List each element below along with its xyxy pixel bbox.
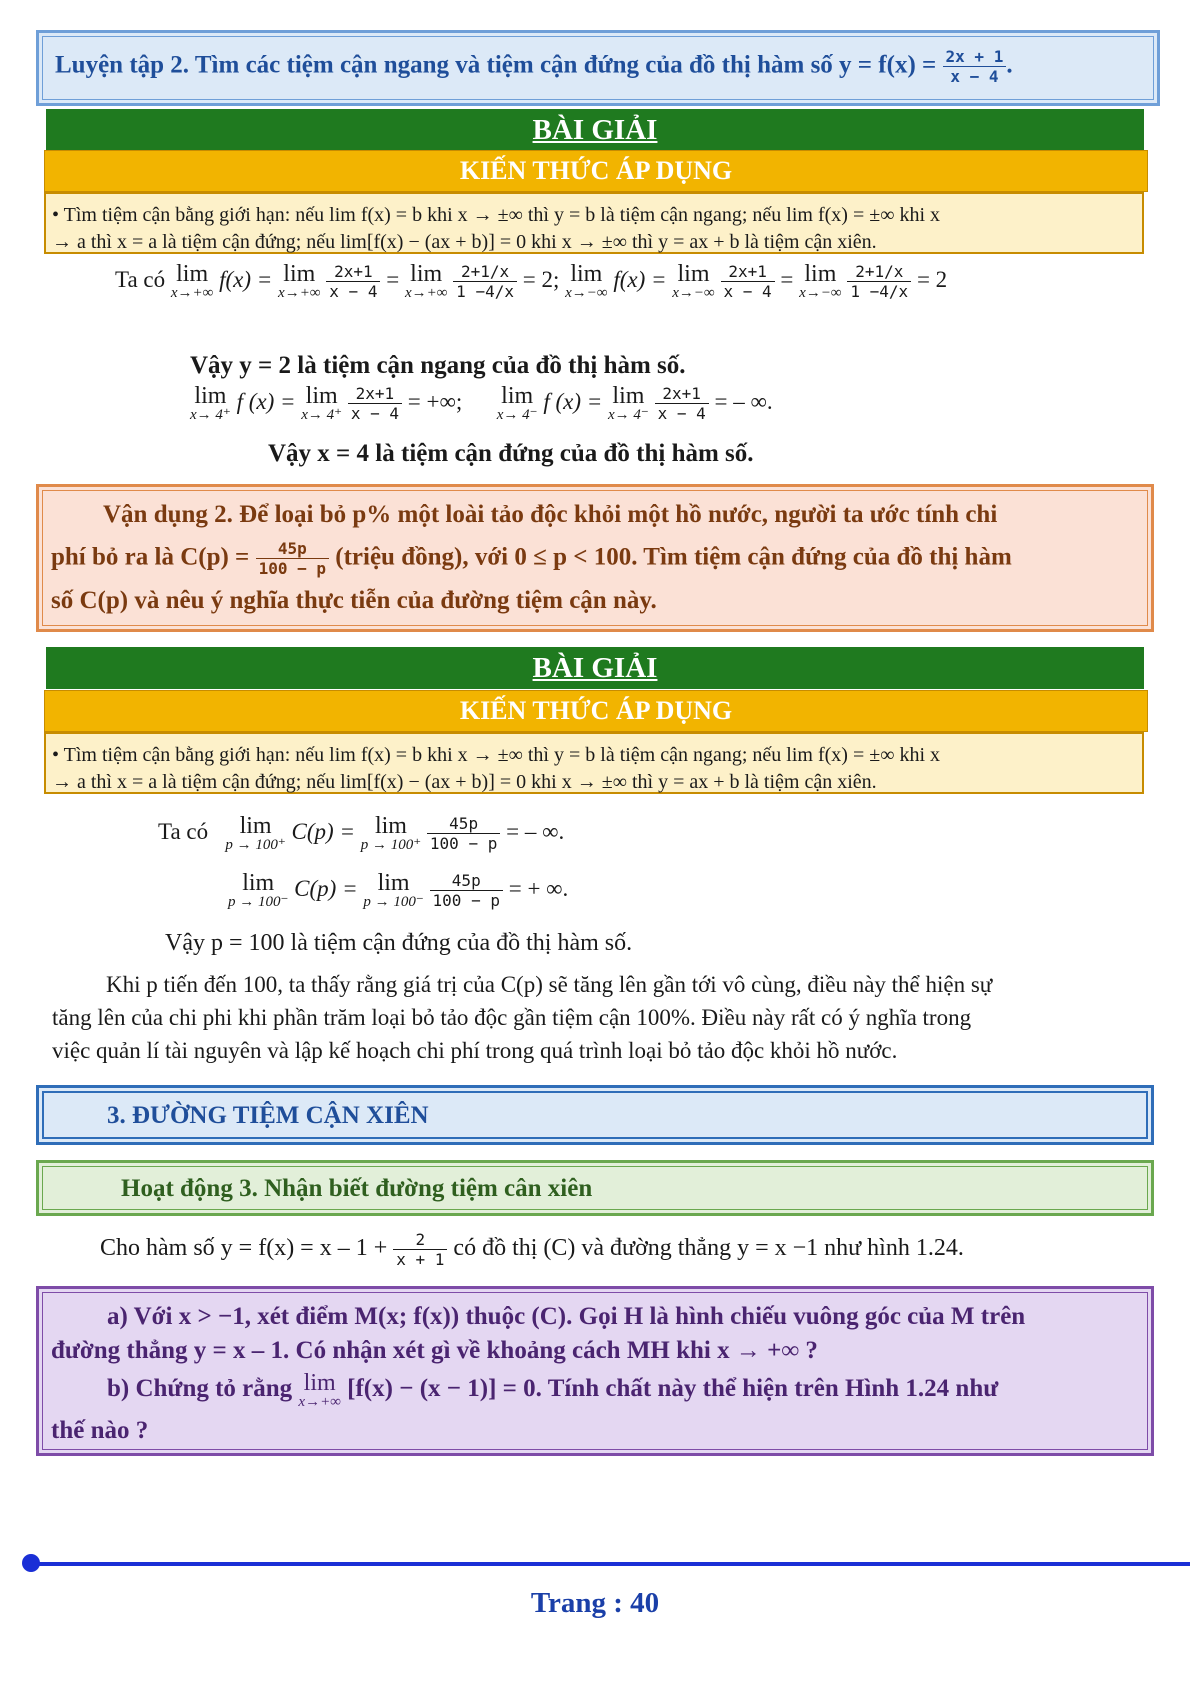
lim-operator: lim x→+∞ xyxy=(404,261,448,302)
meaning-paragraph xyxy=(52,968,1152,1067)
footer-line xyxy=(28,1562,1190,1566)
lim-operator: lim x→ 4⁻ xyxy=(496,383,538,424)
result: = +∞; xyxy=(407,388,463,414)
lim-operator: lim x→+∞ xyxy=(298,1370,341,1410)
cp-label: C(p) = xyxy=(291,818,355,844)
fraction: $\frac{2x+1}{x - 4}$ xyxy=(721,262,775,301)
knowledge-header: KIẾN THỨC ÁP DỤNG xyxy=(44,150,1148,192)
application-box xyxy=(36,484,1154,632)
fraction: $\frac{2x+1}{x - 4}$ xyxy=(655,384,709,423)
solution-header: BÀI GIẢI xyxy=(46,109,1144,151)
ta-co-label: Ta có xyxy=(158,818,209,844)
knowledge-header: KIẾN THỨC ÁP DỤNG xyxy=(44,690,1148,732)
ta-co-label: Ta có xyxy=(115,266,166,292)
cp-label: C(p) = xyxy=(294,875,358,901)
limit-line-vertical xyxy=(190,384,773,423)
question-b-line-1 xyxy=(107,1371,998,1410)
limit-line-cp-plus xyxy=(158,814,564,853)
fx-label: f(x) = xyxy=(613,266,667,292)
footer-dot xyxy=(22,1554,40,1572)
limit-line-infinity: Ta có lim x→+∞ f(x) = lim x→+∞ $\frac{2x+1}{x - 4}$ = lim x→+∞ $\frac{2+1/x}{1 -4/x}$ = 2; lim x→−∞ f(x) = lim x→−∞ $\frac{2x+1}{x - 4}$ = lim x→−∞ $\frac{2+1/x}{1 -4/x}$ = 2 xyxy=(115,261,948,302)
exercise-statement xyxy=(55,47,1013,86)
activity-intro xyxy=(100,1230,964,1269)
cost-fraction: $\frac{45p}{100 - p}$ xyxy=(256,539,329,578)
exercise-label: Luyện tập 2. xyxy=(55,51,190,79)
exercise-text: Tìm các tiệm cận ngang và tiệm cận đứng của đồ thị hàm số y = f(x) = xyxy=(194,51,937,79)
application-text: (triệu đồng), với 0 ≤ p < 100. Tìm tiệm cận đứng của đồ thị hàm xyxy=(335,543,1012,571)
intro-text: Cho hàm số y = f(x) = x – 1 + xyxy=(100,1235,388,1262)
fx-label: f (x) = xyxy=(543,388,603,414)
activity-3-title: Hoạt động 3. Nhận biết đường tiệm cân xiên xyxy=(121,1175,593,1202)
application-text: phí bỏ ra là C(p) = xyxy=(51,543,250,571)
result: = – ∞. xyxy=(506,818,565,844)
lim-operator: lim x→ 4⁺ xyxy=(190,383,231,424)
fraction: $\frac{2x+1}{x - 4}$ xyxy=(348,384,402,423)
section-3-box xyxy=(36,1085,1154,1145)
fx-label: f(x) = xyxy=(219,266,273,292)
question-a-line-2: đường thẳng y = x – 1. Có nhận xét gì về khoảng cách MH khi x → +∞ ? xyxy=(51,1337,818,1364)
result: = 2; xyxy=(522,266,560,292)
knowledge-line-1: • Tìm tiệm cận bằng giới hạn: nếu lim f(x) = b khi x → ±∞ thì y = b là tiệm cận ngang; nếu lim f(x) = ±∞ khi x xyxy=(52,744,941,766)
knowledge-box xyxy=(44,732,1144,794)
fraction: $\frac{2x+1}{x - 4}$ xyxy=(326,262,380,301)
lim-operator: lim p → 100⁺ xyxy=(225,813,286,854)
result: = – ∞. xyxy=(714,388,773,414)
intro-text: có đồ thị (C) và đường thẳng y = x −1 như hình 1.24. xyxy=(453,1235,964,1262)
application-line-2 xyxy=(51,539,1012,578)
page-number: Trang : 40 xyxy=(530,1587,660,1619)
limit-line-cp-minus xyxy=(228,871,568,910)
fraction: $\frac{45p}{100 - p}$ xyxy=(430,871,503,910)
conclusion-p100: Vậy p = 100 là tiệm cận đứng của đồ thị hàm số. xyxy=(165,930,633,956)
lim-operator: lim x→−∞ xyxy=(799,261,842,302)
lim-operator: lim p → 100⁻ xyxy=(363,870,424,911)
knowledge-line-2: → a thì x = a là tiệm cận đứng; nếu lim[f(x) − (ax + b)] = 0 khi x → ±∞ thì y = ax + b là tiệm cận xiên. xyxy=(52,231,877,253)
lim-operator: lim x→ 4⁺ xyxy=(301,383,343,424)
knowledge-line-1: • Tìm tiệm cận bằng giới hạn: nếu lim f(x) = b khi x → ±∞ thì y = b là tiệm cận ngang; nếu lim f(x) = ±∞ khi x xyxy=(52,204,941,226)
lim-operator: lim x→ 4⁻ xyxy=(608,383,649,424)
fraction: $\frac{45p}{100 - p}$ xyxy=(427,814,500,853)
lim-operator: lim x→+∞ xyxy=(278,261,321,302)
question-a-line-1: a) Với x > −1, xét điểm M(x; f(x)) thuộc (C). Gọi H là hình chiếu vuông góc của M trên xyxy=(107,1303,1026,1330)
period: . xyxy=(1006,51,1013,79)
question-b-text: b) Chứng tỏ rằng xyxy=(107,1375,293,1403)
lim-operator: lim p → 100⁺ xyxy=(360,813,422,854)
lim-operator: lim x→−∞ xyxy=(565,261,608,302)
conclusion-horizontal: Vậy y = 2 là tiệm cận ngang của đồ thị hàm số. xyxy=(190,352,686,379)
fraction: $\frac{2+1/x}{1 -4/x}$ xyxy=(847,262,911,301)
question-b-text: [f(x) − (x − 1)] = 0. Tính chất này thể hiện trên Hình 1.24 như xyxy=(347,1375,999,1403)
section-3-title: 3. ĐƯỜNG TIỆM CẬN XIÊN xyxy=(107,1102,429,1129)
fraction-denominator: x − 4 xyxy=(950,67,999,87)
fx-label: f (x) = xyxy=(236,388,296,414)
meaning-line-1: Khi p tiến đến 100, ta thấy rằng giá trị của C(p) sẽ tăng lên gần tới vô cùng, điều này thể hiện sự xyxy=(106,972,993,997)
exercise-box xyxy=(36,30,1160,106)
result: = + ∞. xyxy=(508,875,569,901)
intro-fraction: $\frac{2}{x + 1}$ xyxy=(393,1230,447,1269)
result: = 2 xyxy=(916,266,948,292)
conclusion-vertical: Vậy x = 4 là tiệm cận đứng của đồ thị hàm số. xyxy=(268,440,754,467)
fraction: $\frac{2+1/x}{1 -4/x}$ xyxy=(453,262,517,301)
knowledge-line-2: → a thì x = a là tiệm cận đứng; nếu lim[f(x) − (ax + b)] = 0 khi x → ±∞ thì y = ax + b là tiệm cận xiên. xyxy=(52,771,877,793)
exercise-fraction xyxy=(943,47,1007,86)
questions-box xyxy=(36,1286,1154,1456)
lim-operator: lim p → 100⁻ xyxy=(228,870,289,911)
application-line-3: số C(p) và nêu ý nghĩa thực tiễn của đường tiệm cận này. xyxy=(51,587,657,614)
activity-3-box xyxy=(36,1160,1154,1216)
solution-header: BÀI GIẢI xyxy=(46,647,1144,689)
question-b-line-2: thế nào ? xyxy=(51,1417,149,1444)
application-line-1: Vận dụng 2. Để loại bỏ p% một loài tảo độc khỏi một hồ nước, người ta ước tính chi xyxy=(103,501,998,528)
lim-operator: lim x→−∞ xyxy=(672,261,715,302)
meaning-line-2: tăng lên của chi phi khi phần trăm loại bỏ tảo độc gần tiệm cận 100%. Điều này rất có ý nghĩa trong xyxy=(52,1005,972,1030)
fraction-numerator: 2x + 1 xyxy=(943,47,1007,67)
knowledge-box xyxy=(44,192,1144,254)
lim-operator: lim x→+∞ xyxy=(170,261,214,302)
meaning-line-3: việc quản lí tài nguyên và lập kế hoạch chi phí trong quá trình loại bỏ tảo độc khỏi hồ nước. xyxy=(52,1038,898,1063)
